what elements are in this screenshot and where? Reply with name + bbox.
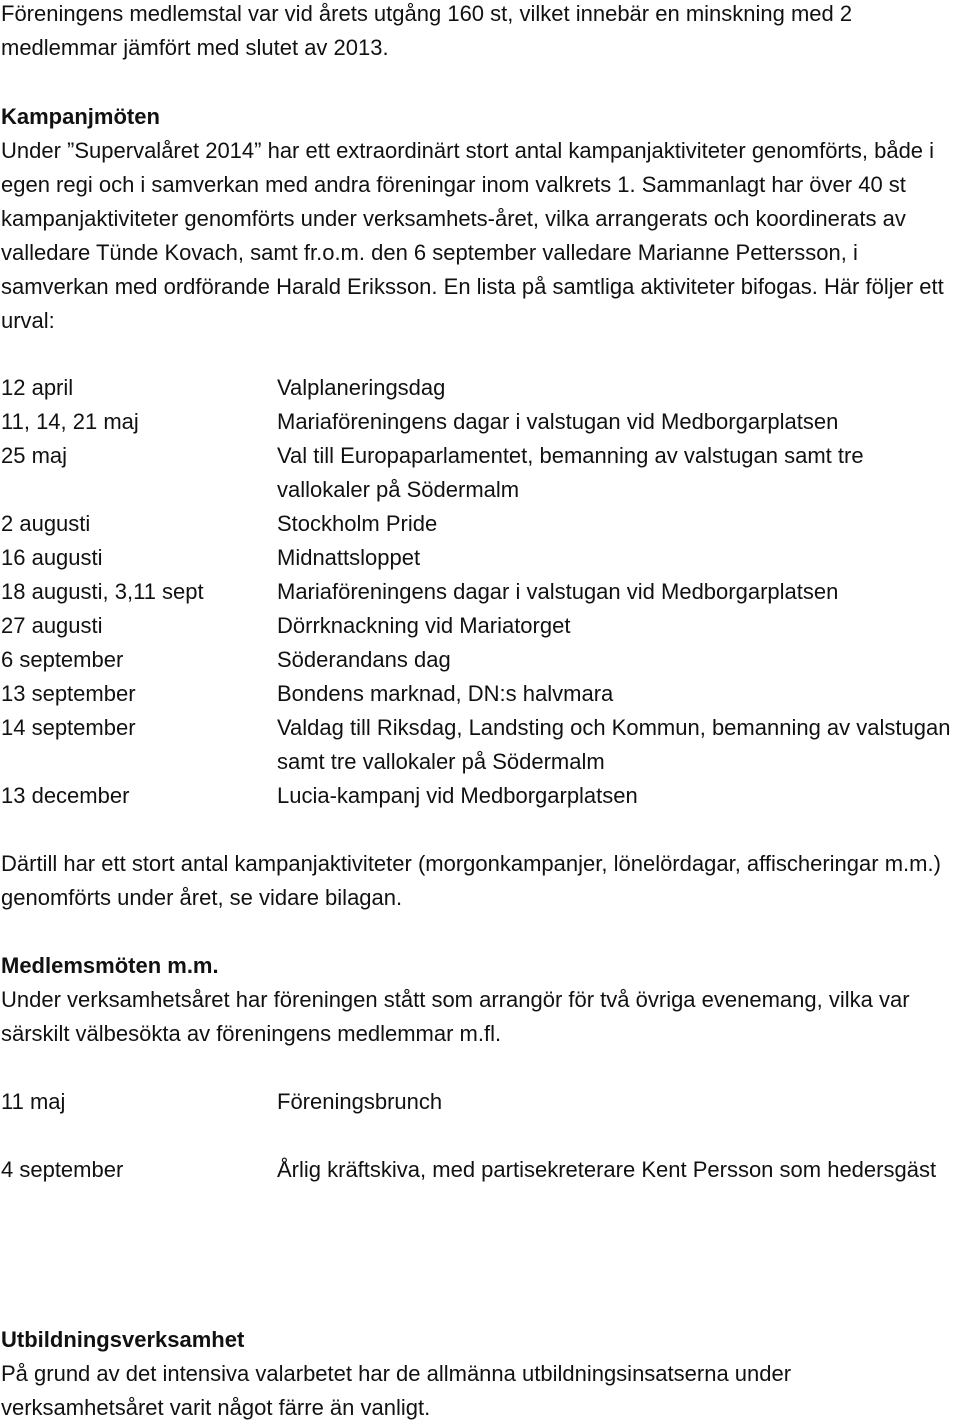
schedule-date: 11 maj: [1, 1089, 66, 1114]
utbildning-paragraph: På grund av det intensiva valarbetet har de allmänna utbildningsinsatserna under verksamhetsåret varit något färre än vanligt.: [1, 1361, 792, 1420]
schedule-row: [1, 677, 959, 711]
schedule-event: Lucia-kampanj vid Medborgarplatsen: [277, 783, 638, 808]
schedule-row: [1, 779, 959, 813]
section-heading-kampanjmoten: Kampanjmöten: [1, 104, 160, 129]
schedule-row: [1, 1085, 959, 1119]
schedule-event: Val till Europaparlamentet, bemanning av valstugan samt tre vallokaler på Södermalm: [277, 443, 864, 502]
medlem-paragraph: Under verksamhetsåret har föreningen stått som arrangör för två övriga evenemang, vilka var särskilt välbesökta av föreningens medlemmar m.fl.: [1, 987, 910, 1046]
schedule-event: Årlig kräftskiva, med partisekreterare Kent Persson som hedersgäst: [277, 1157, 937, 1182]
schedule-event: Söderandans dag: [277, 647, 451, 672]
section-heading-utbildning: Utbildningsverksamhet: [1, 1327, 245, 1352]
schedule-row: [1, 405, 959, 439]
schedule-event: Föreningsbrunch: [277, 1089, 443, 1114]
schedule-date: 13 december: [1, 783, 130, 808]
schedule-date: 18 augusti, 3,11 sept: [1, 579, 204, 604]
kampanj-closing-paragraph: Därtill har ett stort antal kampanjaktiviteter (morgonkampanjer, lönelördagar, affischeringar m.m.) genomförts under året, se vidare bilagan.: [1, 851, 941, 910]
schedule-row: [1, 575, 959, 609]
section-heading-medlemsmoten: Medlemsmöten m.m.: [1, 953, 219, 978]
schedule-date: 13 september: [1, 681, 136, 706]
schedule-date: 4 september: [1, 1157, 124, 1182]
schedule-date: 11, 14, 21 maj: [1, 409, 139, 434]
schedule-date: 27 augusti: [1, 613, 103, 638]
schedule-row: [1, 609, 959, 643]
schedule-event: Bondens marknad, DN:s halvmara: [277, 681, 614, 706]
schedule-date: 25 maj: [1, 443, 68, 468]
membership-paragraph: Föreningens medlemstal var vid årets utgång 160 st, vilket innebär en minskning med 2 medlemmar jämfört med slutet av 2013.: [1, 1, 853, 60]
schedule-event: Mariaföreningens dagar i valstugan vid Medborgarplatsen: [277, 579, 839, 604]
schedule-event: Dörrknackning vid Mariatorget: [277, 613, 571, 638]
schedule-row: [1, 1153, 959, 1187]
event-schedule: [1, 1085, 959, 1187]
schedule-row: [1, 711, 959, 779]
schedule-row: [1, 439, 959, 507]
schedule-event: Valdag till Riksdag, Landsting och Kommun, bemanning av valstugan samt tre vallokaler på Södermalm: [277, 715, 951, 774]
schedule-event: Valplaneringsdag: [277, 375, 446, 400]
kampanj-paragraph: Under ”Supervalåret 2014” har ett extraordinärt stort antal kampanjaktiviteter genomförts, både i egen regi och i samverkan med andra föreningar inom valkrets 1. Sammanlagt har över 40 st kampanjaktiviteter genomförts under verksamhets-året, vilka arrangerats och koordinerats av valledare Tünde Kovach, samt fr.o.m. den 6 september valledare Marianne Pettersson, i samverkan med ordförande Harald Eriksson. En lista på samtliga aktiviteter bifogas. Här följer ett urval:: [1, 138, 944, 333]
schedule-date: 12 april: [1, 375, 74, 400]
activity-schedule: [1, 371, 959, 813]
schedule-date: 14 september: [1, 715, 136, 740]
schedule-date: 6 september: [1, 647, 124, 672]
schedule-event: Mariaföreningens dagar i valstugan vid Medborgarplatsen: [277, 409, 839, 434]
schedule-event: Stockholm Pride: [277, 511, 438, 536]
schedule-row: [1, 541, 959, 575]
schedule-date: 2 augusti: [1, 511, 91, 536]
schedule-row: [1, 643, 959, 677]
schedule-event: Midnattsloppet: [277, 545, 421, 570]
schedule-row: [1, 371, 959, 405]
schedule-date: 16 augusti: [1, 545, 103, 570]
schedule-row: [1, 507, 959, 541]
